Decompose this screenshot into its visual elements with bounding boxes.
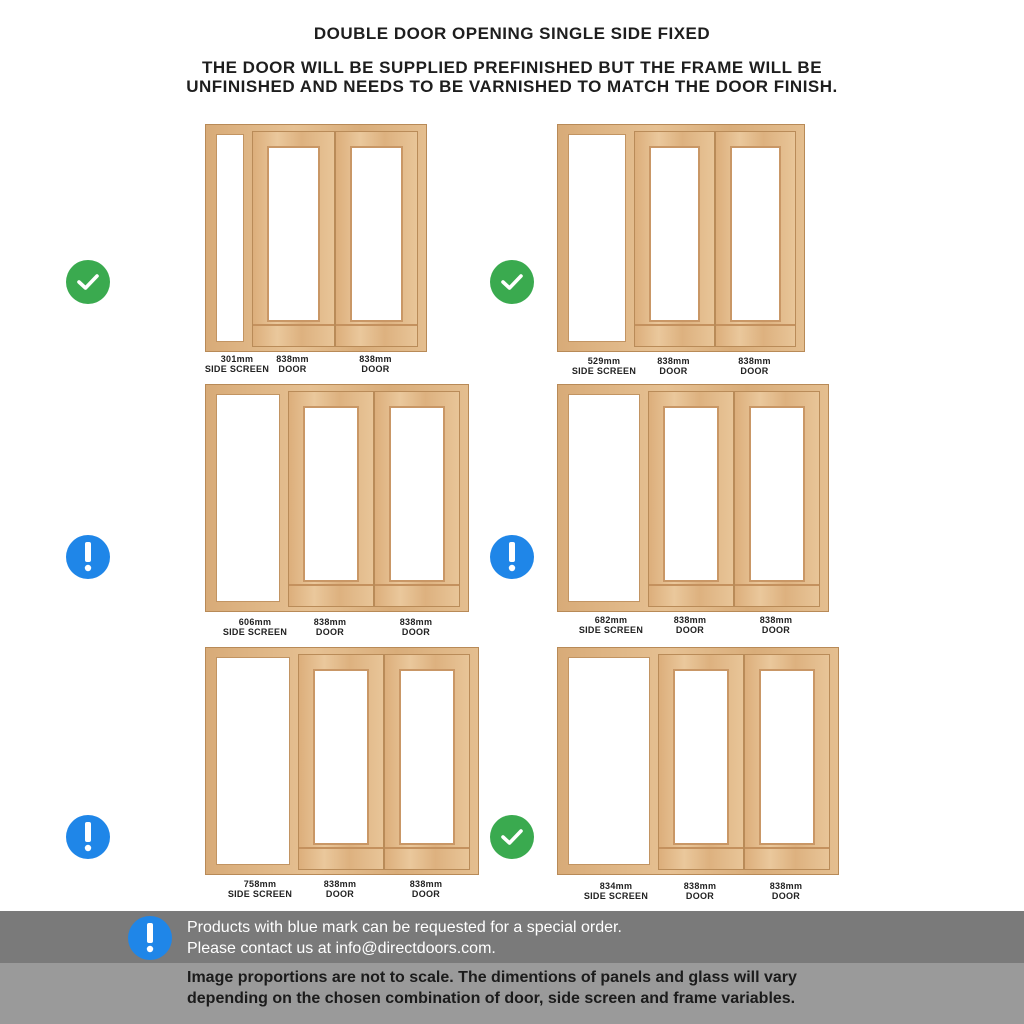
- disclaimer-line-2: depending on the chosen combination of door, side screen and frame variables.: [187, 990, 796, 1007]
- bottom-rail: [299, 847, 383, 849]
- door-leaf: [298, 654, 384, 870]
- door-frame: [557, 384, 829, 612]
- subtitle-line-1: THE DOOR WILL BE SUPPLIED PREFINISHED BUT THE FRAME WILL BE: [201, 58, 823, 77]
- door-leaf: [288, 391, 374, 607]
- special-order-line-2: Please contact us at info@directdoors.com.: [187, 940, 496, 957]
- exclamation-circle-icon: [66, 815, 110, 859]
- door-label-type: DOOR: [659, 366, 688, 376]
- door-label: [376, 617, 456, 637]
- door-label-size: 838mm: [769, 881, 803, 891]
- door-label-type: DOOR: [771, 891, 801, 901]
- door-label-size: 838mm: [673, 615, 707, 625]
- door-glass-pane: [673, 669, 729, 845]
- door-label: [386, 879, 466, 899]
- door-label-type: DOOR: [325, 889, 355, 899]
- door-glass-pane: [399, 669, 455, 845]
- door-label-size: 838mm: [657, 356, 690, 366]
- door-leaf: [734, 391, 820, 607]
- door-label-type: DOOR: [675, 625, 705, 635]
- door-label-size: 838mm: [313, 617, 347, 627]
- door-label-size: 838mm: [738, 356, 771, 366]
- side-screen-label-type: SIDE SCREEN: [227, 889, 293, 899]
- door-label-size: 838mm: [409, 879, 443, 889]
- special-order-line-1: Products with blue mark can be requested for a special order.: [187, 919, 622, 936]
- bottom-rail: [375, 584, 459, 586]
- bottom-rail: [635, 324, 714, 326]
- door-leaf: [658, 654, 744, 870]
- exclamation-circle-icon: [490, 535, 534, 579]
- door-leaf: [648, 391, 734, 607]
- side-screen-label-type: SIDE SCREEN: [571, 366, 637, 376]
- door-label: [336, 354, 416, 374]
- side-screen-panel: [216, 657, 290, 865]
- door-label-size: 838mm: [399, 617, 433, 627]
- bottom-rail: [336, 324, 417, 326]
- side-screen-label: [564, 356, 644, 376]
- door-leaf: [634, 131, 715, 347]
- door-label-type: DOOR: [740, 366, 769, 376]
- side-screen-label-type: SIDE SCREEN: [204, 364, 270, 374]
- special-order-note: [187, 917, 622, 959]
- side-screen-label-size: 834mm: [599, 881, 633, 891]
- door-frame: [205, 647, 479, 875]
- door-leaf: [252, 131, 335, 347]
- side-screen-label-size: 301mm: [220, 354, 254, 364]
- door-label-type: DOOR: [685, 891, 715, 901]
- subtitle-line-2: UNFINISHED AND NEEDS TO BE VARNISHED TO MATCH THE DOOR FINISH.: [186, 77, 838, 96]
- page-subtitle: [0, 58, 1024, 96]
- door-label-size: 838mm: [323, 879, 357, 889]
- side-screen-label: [571, 615, 651, 635]
- door-glass-pane: [663, 406, 719, 582]
- bottom-rail: [735, 584, 819, 586]
- door-label: [746, 881, 826, 901]
- side-screen-label-size: 758mm: [243, 879, 277, 889]
- bottom-rail: [716, 324, 795, 326]
- side-screen-label-size: 682mm: [594, 615, 628, 625]
- exclamation-circle-icon: [66, 535, 110, 579]
- side-screen-label-size: 606mm: [238, 617, 272, 627]
- door-frame: [557, 124, 805, 352]
- door-leaf: [715, 131, 796, 347]
- door-leaf: [384, 654, 470, 870]
- door-label-size: 838mm: [759, 615, 793, 625]
- exclamation-circle-icon: [128, 916, 172, 960]
- door-label-size: 838mm: [276, 354, 309, 364]
- bottom-rail: [385, 847, 469, 849]
- check-circle-icon: [490, 815, 534, 859]
- door-glass-pane: [389, 406, 445, 582]
- check-circle-icon: [66, 260, 110, 304]
- door-label: [634, 356, 714, 376]
- disclaimer-note: [187, 967, 797, 1009]
- side-screen-panel: [568, 134, 626, 342]
- door-leaf: [744, 654, 830, 870]
- side-screen-label-type: SIDE SCREEN: [583, 891, 649, 901]
- side-screen-label: [215, 617, 295, 637]
- door-frame: [557, 647, 839, 875]
- door-label-size: 838mm: [683, 881, 717, 891]
- side-screen-label: [220, 879, 300, 899]
- door-label: [660, 881, 740, 901]
- door-glass-pane: [303, 406, 359, 582]
- door-glass-pane: [749, 406, 805, 582]
- door-glass-pane: [350, 146, 403, 322]
- bottom-rail: [649, 584, 733, 586]
- door-label: [715, 356, 795, 376]
- bottom-rail: [253, 324, 334, 326]
- door-glass-pane: [759, 669, 815, 845]
- door-label-type: DOOR: [401, 627, 431, 637]
- door-glass-pane: [313, 669, 369, 845]
- bottom-rail: [289, 584, 373, 586]
- bottom-rail: [659, 847, 743, 849]
- disclaimer-line-1: Image proportions are not to scale. The dimentions of panels and glass will vary: [187, 969, 797, 986]
- side-screen-panel: [216, 394, 280, 602]
- side-screen-label-size: 529mm: [587, 356, 621, 366]
- door-label-type: DOOR: [361, 364, 390, 374]
- door-leaf: [374, 391, 460, 607]
- door-label-type: DOOR: [761, 625, 791, 635]
- bottom-rail: [745, 847, 829, 849]
- door-label-type: DOOR: [278, 364, 307, 374]
- page-title: DOUBLE DOOR OPENING SINGLE SIDE FIXED: [313, 24, 711, 43]
- side-screen-panel: [568, 394, 640, 602]
- check-circle-icon: [490, 260, 534, 304]
- side-screen-label-type: SIDE SCREEN: [578, 625, 644, 635]
- door-label: [253, 354, 333, 374]
- door-label-size: 838mm: [359, 354, 392, 364]
- side-screen-panel: [568, 657, 650, 865]
- side-screen-panel: [216, 134, 244, 342]
- door-glass-pane: [267, 146, 320, 322]
- door-label-type: DOOR: [315, 627, 345, 637]
- side-screen-label: [576, 881, 656, 901]
- door-label: [300, 879, 380, 899]
- door-label: [650, 615, 730, 635]
- door-label: [290, 617, 370, 637]
- door-frame: [205, 124, 427, 352]
- side-screen-label-type: SIDE SCREEN: [222, 627, 288, 637]
- door-glass-pane: [649, 146, 700, 322]
- door-label: [736, 615, 816, 635]
- door-glass-pane: [730, 146, 781, 322]
- door-label-type: DOOR: [411, 889, 441, 899]
- door-frame: [205, 384, 469, 612]
- door-leaf: [335, 131, 418, 347]
